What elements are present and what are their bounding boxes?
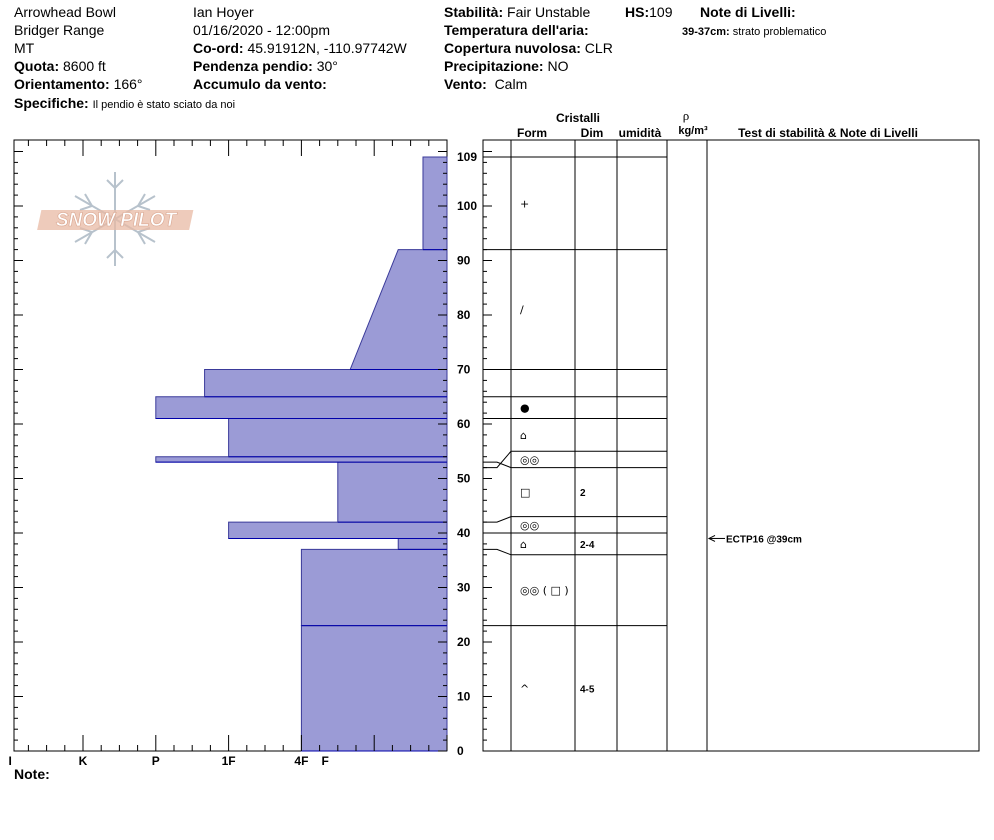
- hardness-layer-9: [350, 250, 447, 370]
- y-tick-label: 0: [457, 744, 464, 758]
- datetime: 01/16/2020 - 12:00pm: [193, 22, 330, 38]
- layer-table-frame: [483, 140, 979, 751]
- y-tick-label: 90: [457, 253, 471, 268]
- hardness-layer-7: [156, 397, 447, 419]
- size-header: Dim: [580, 126, 604, 140]
- grain-form-icon: /: [520, 303, 524, 317]
- layer-connector: [483, 462, 511, 467]
- form-header: Form: [517, 126, 547, 140]
- stability-tests: [709, 534, 802, 545]
- y-tick-label: 40: [457, 526, 471, 540]
- slope-value: 30°: [316, 58, 338, 74]
- notes-label: Note:: [14, 766, 50, 782]
- stability-value: Fair Unstable: [507, 4, 591, 20]
- x-tick-label: F: [321, 754, 329, 768]
- hardness-layer-0: [301, 626, 447, 751]
- slope-label: Pendenza pendio:: [193, 58, 313, 74]
- y-tick-label: 70: [457, 362, 471, 377]
- wind-label: Vento:: [444, 76, 487, 92]
- range: Bridger Range: [14, 22, 105, 38]
- hardness-layer-2: [398, 538, 447, 549]
- y-tick-label: 100: [457, 199, 478, 213]
- x-tick-label: P: [151, 754, 160, 768]
- hardness-profile: [156, 157, 447, 751]
- y-tick-label: 109: [457, 149, 478, 164]
- cloud-value: CLR: [584, 40, 613, 56]
- wind-value: Calm: [494, 76, 528, 92]
- hardness-layer-6: [229, 419, 447, 457]
- layer-connector: [483, 549, 511, 554]
- location: Arrowhead Bowl: [14, 4, 116, 20]
- grain-form-icon: ⌂: [520, 537, 527, 551]
- y-tick-label: 20: [457, 635, 471, 649]
- precip-value: NO: [547, 58, 569, 74]
- hs-label: HS:: [625, 4, 650, 20]
- grain-form-icon: ◎◎: [520, 518, 540, 532]
- crystals-header: Cristalli: [555, 111, 601, 125]
- grain-size: 4-5: [580, 684, 595, 696]
- wind-loading-label: Accumulo da vento:: [193, 76, 327, 92]
- layer-connector: [483, 451, 511, 467]
- x-tick-label: 4F: [294, 754, 309, 768]
- hardness-layer-3: [229, 522, 447, 538]
- layer-notes-label: Note di Livelli:: [700, 4, 796, 20]
- grain-form-icon: ◎◎: [520, 453, 540, 467]
- grain-size: 2: [580, 488, 586, 500]
- coord-label: Co-ord:: [193, 40, 244, 56]
- aspect-value: 166°: [113, 76, 143, 92]
- coord-value: 45.91912N, -110.97742W: [247, 40, 407, 56]
- layer-connector: [483, 517, 511, 522]
- hardness-layer-4: [338, 462, 447, 522]
- grain-form-icon: +: [520, 197, 530, 211]
- grain-size: 2-4: [580, 539, 595, 551]
- layer-note-range: 39-37cm:: [682, 26, 730, 38]
- y-tick-label: 30: [457, 580, 471, 595]
- hardness-layer-1: [301, 549, 447, 625]
- grain-form-icon: □: [520, 486, 531, 500]
- y-tick-label: 80: [457, 308, 471, 322]
- x-tick-label: I: [8, 754, 12, 768]
- air-temp-label: Temperatura dell'aria:: [444, 22, 589, 38]
- cloud-label: Copertura nuvolosa:: [444, 40, 581, 56]
- specifics-value: Il pendio è stato sciato da noi: [92, 99, 236, 111]
- y-tick-label: 60: [457, 417, 471, 431]
- elevation-label: Quota:: [14, 58, 60, 74]
- watermark-text: SNOW PILOT: [55, 210, 177, 231]
- precip-label: Precipitazione:: [444, 58, 544, 74]
- grain-form-icon: ⌂: [520, 428, 527, 442]
- x-tick-label: K: [78, 754, 88, 768]
- observer: Ian Hoyer: [193, 4, 254, 20]
- tests-header: Test di stabilità & Note di Livelli: [738, 126, 918, 140]
- y-tick-label: 10: [457, 689, 471, 704]
- aspect-label: Orientamento:: [14, 76, 110, 92]
- moisture-header: umidità: [618, 126, 662, 140]
- stability-test-label: ECTP16 @39cm: [726, 534, 802, 546]
- hardness-layer-10: [423, 157, 447, 250]
- hardness-layer-8: [205, 370, 447, 397]
- y-tick-label: 50: [457, 471, 471, 486]
- rho-header: ρ: [682, 108, 690, 123]
- density-header: kg/m³: [678, 125, 708, 137]
- state: MT: [14, 40, 35, 56]
- hs-value: 109: [649, 4, 673, 20]
- layer-note-text: strato problematico: [732, 26, 827, 38]
- grain-form-icon: ●: [520, 401, 530, 415]
- elevation-value: 8600 ft: [63, 58, 106, 74]
- stability-label: Stabilità:: [444, 4, 504, 20]
- grain-form-icon: ◎◎ ( □ ): [520, 584, 569, 598]
- hardness-layer-5: [156, 457, 447, 462]
- specifics-label: Specifiche:: [14, 95, 89, 111]
- x-tick-label: 1F: [221, 754, 236, 768]
- grain-form-icon: ^: [520, 682, 530, 696]
